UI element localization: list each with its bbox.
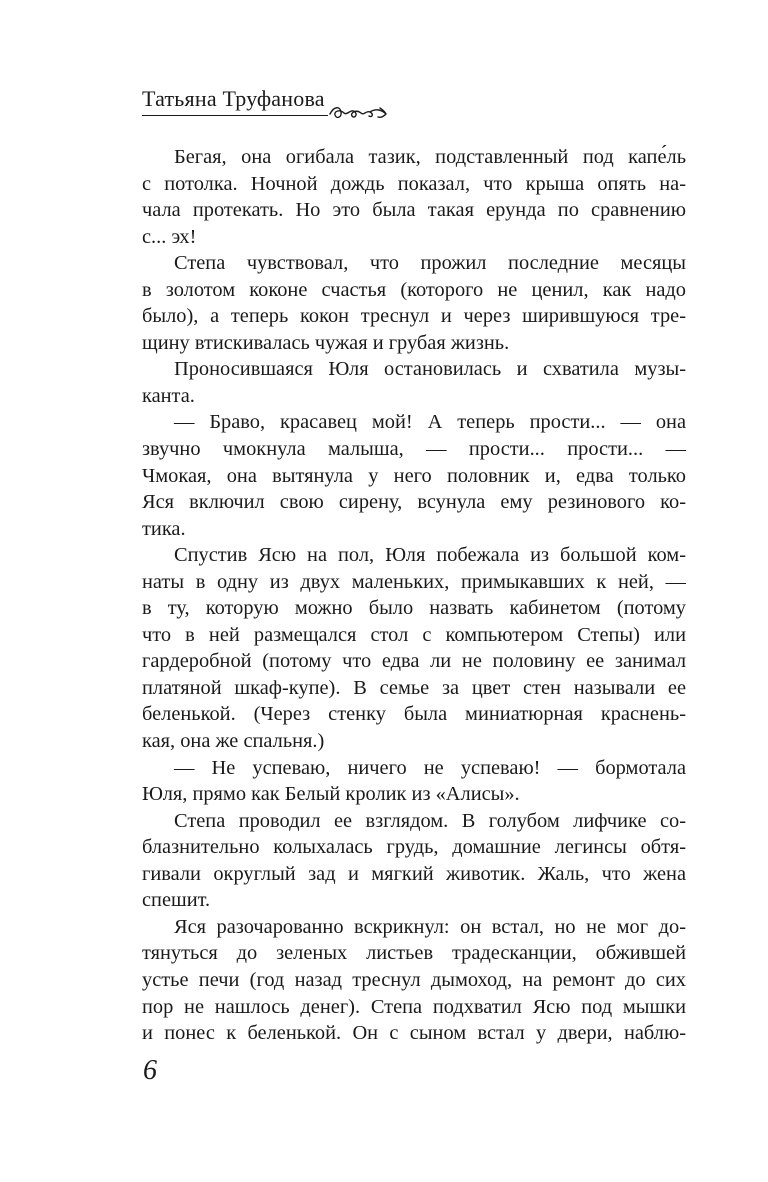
text-line: Яся разочарованно вскрикнул: он встал, но не мог до- [174,915,686,938]
header-rule [142,115,328,116]
text-line: платяной шкаф-купе). В семье за цвет стен называли ее [142,676,686,699]
text-line: и понес к беленькой. Он с сыном встал у двери, наблю- [142,1022,686,1045]
text-line: гивали округлый зад и мягкий животик. Жаль, что жена [142,862,686,885]
text-line: пор не нашлось денег). Степа подхватил Ясю под мышки [142,995,686,1018]
text-line: беленькой. (Через стенку была миниатюрная краснень- [142,703,686,726]
text-line: тика. [142,517,186,540]
text-line: Проносившаяся Юля остановилась и схватила музы- [174,358,686,381]
flourish-ornament-icon [328,102,388,124]
text-line: в ту, которую можно было назвать кабинетом (потому [142,597,686,620]
text-line: — Браво, красавец мой! А теперь прости... — она [174,411,686,434]
text-line: звучно чмокнула малыша, — прости... прости... — [142,438,686,461]
text-line: Бегая, она огибала тазик, подставленный под капе́ль [174,146,686,168]
text-line: чала протекать. Но это была такая ерунда по сравнению [142,199,686,222]
running-header [142,82,388,118]
text-line: щину втискивалась чужая и грубая жизнь. [142,331,510,354]
text-line: Степа чувствовал, что прожил последние месяцы [174,252,686,275]
text-line: кая, она же спальня.) [142,730,325,753]
text-line: гардеробной (потому что едва ли не половину ее занимал [142,650,686,673]
text-line: — Не успеваю, ничего не успеваю! — бормотала [174,756,686,779]
text-line: тянуться до зеленых листьев традесканции, обжившей [142,942,686,965]
text-line: устье печи (год назад треснул дымоход, на ремонт до сих [142,968,686,991]
text-line: канта. [142,384,195,407]
running-header-author: Татьяна Труфанова [142,86,325,111]
page-body-text [142,144,686,1047]
text-line: Юля, прямо как Белый кролик из «Алисы». [142,783,520,806]
text-line: наты в одну из двух маленьких, примыкавших к ней, — [142,570,686,593]
text-line: было), а теперь кокон треснул и через ширившуюся тре- [142,305,686,328]
text-line: Степа проводил ее взглядом. В голубом лифчике со- [174,809,686,832]
page-number: 6 [143,1055,157,1086]
text-line: Спустив Ясю на пол, Юля побежала из большой ком- [174,544,686,567]
text-line: в золотом коконе счастья (которого не ценил, как надо [142,278,686,301]
text-line: Яся включил свою сирену, всунула ему резинового ко- [142,491,686,514]
text-line: Чмокая, она вытянула у него половник и, едва только [142,464,686,487]
text-line: что в ней размещался стол с компьютером Степы) или [142,623,686,646]
text-line: спешит. [142,889,211,912]
text-line: с... эх! [142,225,197,248]
text-line: с потолка. Ночной дождь показал, что крыша опять на- [142,172,686,195]
text-line: блазнительно колыхалась грудь, домашние легинсы обтя- [142,836,686,859]
